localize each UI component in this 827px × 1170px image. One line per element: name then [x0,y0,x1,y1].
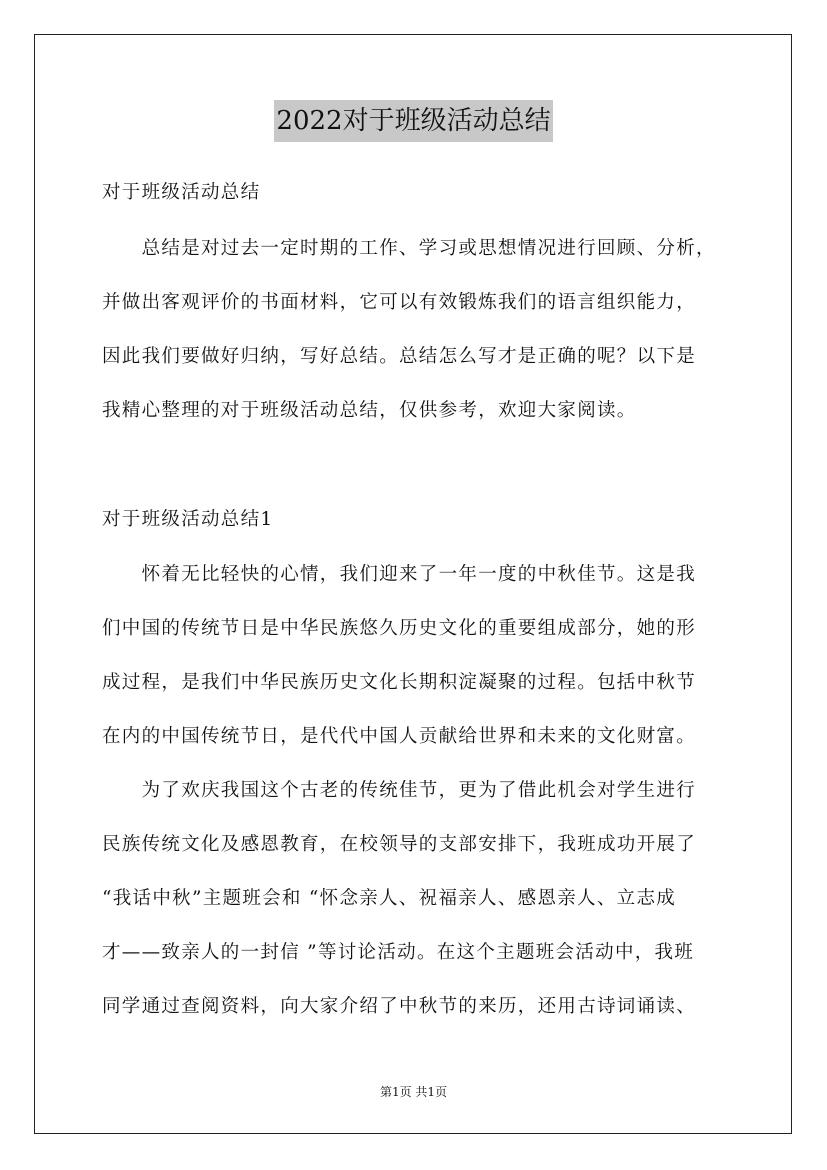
paragraph-line: 民族传统文化及感恩教育，在校领导的支部安排下，我班成功开展了 [102,834,697,855]
section-heading: 对于班级活动总结1 [102,509,274,530]
paragraph-line: 同学通过查阅资料，向大家介绍了中秋节的来历，还用古诗词诵读、 [102,996,697,1017]
paragraph-line: 总结是对过去一定时期的工作、学习或思想情况进行回顾、分析， [102,238,716,259]
paragraph-line: 们中国的传统节日是中华民族悠久历史文化的重要组成部分，她的形 [102,618,697,639]
page-number-footer: 第1页 共1页 [379,1085,448,1099]
paragraph-line: 并做出客观评价的书面材料，它可以有效锻炼我们的语言组织能力， [102,292,697,313]
document-title: 2022对于班级活动总结 [274,100,552,142]
paragraph-line: 我精心整理的对于班级活动总结，仅供参考，欢迎大家阅读。 [102,400,637,421]
paragraph-line: “我话中秋”主题班会和 “怀念亲人、祝福亲人、感恩亲人、立志成 [102,888,677,909]
paragraph-line: 因此我们要做好归纳，写好总结。总结怎么写才是正确的呢？以下是 [102,346,697,367]
paragraph-line: 为了欢庆我国这个古老的传统佳节，更为了借此机会对学生进行 [102,780,697,801]
paragraph-line: 怀着无比轻快的心情，我们迎来了一年一度的中秋佳节。这是我 [102,564,697,585]
document-title-row [0,100,827,142]
intro-heading: 对于班级活动总结 [102,182,261,203]
paragraph-line: 才——致亲人的一封信 ”等讨论活动。在这个主题班会活动中，我班 [102,942,695,963]
paragraph-line: 在内的中国传统节日，是代代中国人贡献给世界和未来的文化财富。 [102,726,697,747]
paragraph-line: 成过程，是我们中华民族历史文化长期积淀凝聚的过程。包括中秋节 [102,672,697,693]
